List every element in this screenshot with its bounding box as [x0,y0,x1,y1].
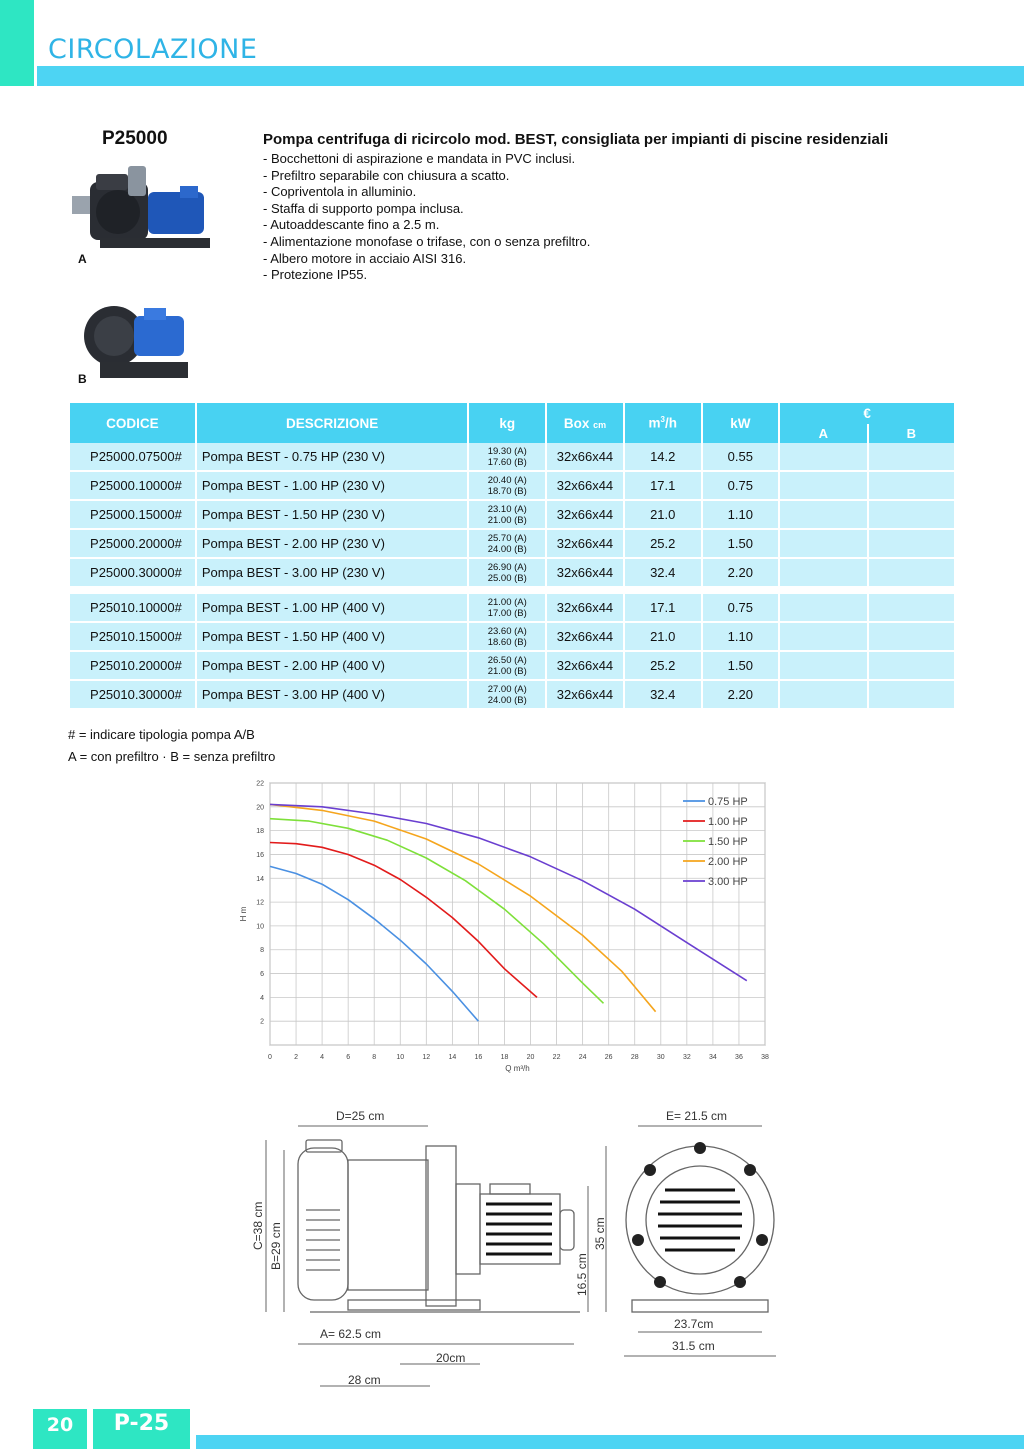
col-header-price: € [780,403,954,424]
table-row [70,559,954,588]
row-box: 32x66x44 [547,623,623,652]
flow-sup: 3 [660,415,665,425]
row-description: Pompa BEST - 2.00 HP (400 V) [197,652,468,681]
row-power: 1.10 [703,501,779,530]
x-tick-label: 12 [422,1054,431,1061]
page-number: 20 [46,1414,74,1436]
x-tick-label: 18 [500,1054,509,1061]
row-description: Pompa BEST - 3.00 HP (400 V) [197,681,468,710]
y-tick-label: 10 [256,923,264,931]
legend-label: 1.00 HP [708,816,748,828]
dimension-drawing [240,1100,800,1390]
row-price-b [869,623,954,652]
feature-item: - Staffa di supporto pompa inclusa. [263,200,464,216]
row-power: 1.50 [703,652,779,681]
row-price-a [780,472,866,501]
table-row [70,681,954,710]
weight-a: 23.60 (A) [487,625,527,637]
row-power: 2.20 [703,559,779,588]
table-row [70,623,954,652]
col-header-kg: kg [469,403,545,443]
row-power: 2.20 [703,681,779,710]
dim-d-label: D=25 cm [336,1109,385,1123]
row-price-b [869,652,954,681]
y-tick-label: 20 [256,804,264,812]
pump-a-label: A [78,252,87,266]
section-code: P-25 [113,1411,170,1436]
x-tick-label: 20 [526,1054,535,1061]
x-tick-label: 8 [372,1054,377,1061]
col-header-desc: DESCRIZIONE [197,403,468,443]
col-header-box [547,403,623,443]
row-power: 1.50 [703,530,779,559]
col-header-price-a: A [780,424,866,443]
legend-label: 2.00 HP [708,856,748,868]
row-flow: 17.1 [625,472,701,501]
table-row [70,594,954,623]
row-box: 32x66x44 [547,472,623,501]
row-price-a [780,559,866,588]
weight-b: 21.00 (B) [487,514,527,526]
flow-tail: /h [664,415,677,431]
row-box: 32x66x44 [547,594,623,623]
row-description: Pompa BEST - 3.00 HP (230 V) [197,559,468,588]
header-bar [37,66,1024,86]
row-description: Pompa BEST - 1.00 HP (400 V) [197,594,468,623]
y-tick-label: 22 [256,780,264,788]
weight-a: 23.10 (A) [487,503,527,515]
table-row [70,472,954,501]
row-description: Pompa BEST - 2.00 HP (230 V) [197,530,468,559]
weight-a: 25.70 (A) [487,532,527,544]
row-code: P25000.10000# [70,472,195,501]
performance-chart [230,775,790,1075]
x-tick-label: 16 [474,1054,483,1061]
plot-area [270,783,765,1045]
product-code: P25000 [102,128,168,149]
row-flow: 17.1 [625,594,701,623]
spec-table [68,403,956,710]
weight-b: 18.60 (B) [487,636,527,648]
x-tick-label: 26 [604,1054,613,1061]
row-code: P25000.15000# [70,501,195,530]
y-tick-label: 12 [256,899,264,907]
row-weight [469,681,545,710]
weight-b: 24.00 (B) [487,543,527,555]
x-tick-label: 14 [448,1054,457,1061]
row-weight [469,501,545,530]
row-flow: 21.0 [625,501,701,530]
row-price-a [780,501,866,530]
row-weight [469,623,545,652]
x-tick-label: 38 [761,1054,769,1061]
dim-h1-label: 16.5 cm [575,1253,589,1296]
row-price-a [780,652,866,681]
dim-315-label: 31.5 cm [672,1339,715,1353]
row-weight [469,559,545,588]
y-tick-label: 6 [260,971,264,979]
x-axis-label: Q m³/h [505,1064,530,1073]
dim-28-label: 28 cm [348,1373,381,1387]
row-code: P25000.07500# [70,443,195,472]
row-weight [469,594,545,623]
weight-a: 27.00 (A) [487,683,527,695]
legend-label: 1.50 HP [708,836,748,848]
row-box: 32x66x44 [547,443,623,472]
feature-item: - Copriventola in alluminio. [263,184,417,200]
row-code: P25000.30000# [70,559,195,588]
dim-e-label: E= 21.5 cm [666,1109,728,1123]
col-header-price-b: B [869,424,954,443]
row-description: Pompa BEST - 0.75 HP (230 V) [197,443,468,472]
flow-label: m [648,415,661,431]
feature-item: - Autoaddescante fino a 2.5 m. [263,217,440,233]
row-price-b [869,501,954,530]
footer-bar [196,1435,1024,1449]
note-line-1: # = indicare tipologia pompa A/B [68,727,255,742]
table-row [70,530,954,559]
note-line-2: A = con prefiltro · B = senza prefiltro [68,749,276,764]
feature-item: - Albero motore in acciaio AISI 316. [263,250,467,266]
row-box: 32x66x44 [547,559,623,588]
dim-c-label: C=38 cm [251,1201,265,1250]
row-description: Pompa BEST - 1.50 HP (230 V) [197,501,468,530]
weight-a: 20.40 (A) [487,474,527,486]
weight-a: 26.90 (A) [487,561,527,573]
row-price-a [780,681,866,710]
col-header-code: CODICE [70,403,195,443]
feature-item: - Alimentazione monofase o trifase, con o senza prefiltro. [263,233,591,249]
row-box: 32x66x44 [547,652,623,681]
y-tick-label: 2 [260,1018,264,1026]
weight-b: 25.00 (B) [487,572,527,584]
row-box: 32x66x44 [547,530,623,559]
legend-label: 3.00 HP [708,876,748,888]
weight-a: 26.50 (A) [487,654,527,666]
dim-a-label: A= 62.5 cm [320,1327,382,1341]
weight-a: 21.00 (A) [487,596,527,608]
weight-b: 24.00 (B) [487,694,527,706]
x-tick-label: 6 [346,1054,351,1061]
row-flow: 25.2 [625,652,701,681]
x-tick-label: 2 [294,1054,299,1061]
row-description: Pompa BEST - 1.00 HP (230 V) [197,472,468,501]
x-tick-label: 30 [656,1054,665,1061]
feature-item: - Protezione IP55. [263,267,368,283]
x-tick-label: 0 [268,1054,272,1061]
row-flow: 14.2 [625,443,701,472]
box-unit: cm [593,419,607,430]
y-tick-label: 4 [260,994,264,1002]
weight-b: 18.70 (B) [487,485,527,497]
row-price-b [869,681,954,710]
col-header-flow [625,403,701,443]
x-tick-label: 34 [708,1054,717,1061]
box-label: Box [563,415,590,431]
y-tick-label: 8 [260,947,264,955]
x-tick-label: 32 [682,1054,691,1061]
row-power: 0.75 [703,594,779,623]
row-price-a [780,530,866,559]
x-tick-label: 10 [396,1054,405,1061]
front-view [626,1142,774,1312]
row-description: Pompa BEST - 1.50 HP (400 V) [197,623,468,652]
dim-20-label: 20cm [436,1351,466,1365]
row-box: 32x66x44 [547,681,623,710]
row-weight [469,652,545,681]
row-code: P25010.30000# [70,681,195,710]
row-price-b [869,594,954,623]
legend-label: 0.75 HP [708,796,748,808]
product-heading: Pompa centrifuga di ricircolo mod. BEST, consigliata per impianti di piscine residenziali [263,131,889,148]
x-tick-label: 22 [552,1054,561,1061]
row-power: 1.10 [703,623,779,652]
row-code: P25010.10000# [70,594,195,623]
row-code: P25010.20000# [70,652,195,681]
y-tick-label: 16 [256,851,264,859]
feature-list [263,151,590,284]
row-code: P25000.20000# [70,530,195,559]
row-code: P25010.15000# [70,623,195,652]
header-accent-block [0,0,34,86]
table-row [70,501,954,530]
row-flow: 32.4 [625,681,701,710]
side-view [298,1140,580,1312]
weight-b: 21.00 (B) [487,665,527,677]
x-tick-label: 36 [735,1054,743,1061]
feature-item: - Prefiltro separabile con chiusura a scatto. [263,167,510,183]
row-weight [469,472,545,501]
row-flow: 21.0 [625,623,701,652]
table-row [70,443,954,472]
row-power: 0.55 [703,443,779,472]
feature-item: - Bocchettoni di aspirazione e mandata in PVC inclusi. [263,151,576,166]
y-tick-label: 14 [256,875,264,883]
row-flow: 32.4 [625,559,701,588]
table-row [70,652,954,681]
pump-a-image [60,160,210,260]
row-power: 0.75 [703,472,779,501]
page-title: CIRCOLAZIONE [48,34,258,65]
col-header-kw: kW [703,403,779,443]
pump-b-label: B [78,372,87,386]
row-price-a [780,594,866,623]
dim-237-label: 23.7cm [674,1317,714,1331]
x-tick-label: 28 [630,1054,639,1061]
row-price-b [869,559,954,588]
weight-b: 17.00 (B) [487,607,527,619]
row-weight [469,530,545,559]
row-price-b [869,472,954,501]
row-price-b [869,530,954,559]
weight-b: 17.60 (B) [487,456,527,468]
weight-a: 19.30 (A) [487,445,527,457]
x-tick-label: 4 [320,1054,325,1061]
y-tick-label: 18 [256,828,264,836]
row-price-a [780,443,866,472]
pump-b-image [80,296,190,386]
y-axis-label: H m [239,906,248,922]
row-price-a [780,623,866,652]
dim-b-label: B=29 cm [269,1222,283,1270]
x-tick-label: 24 [578,1054,587,1061]
row-price-b [869,443,954,472]
row-flow: 25.2 [625,530,701,559]
row-weight [469,443,545,472]
dim-h2-label: 35 cm [593,1217,607,1250]
row-box: 32x66x44 [547,501,623,530]
